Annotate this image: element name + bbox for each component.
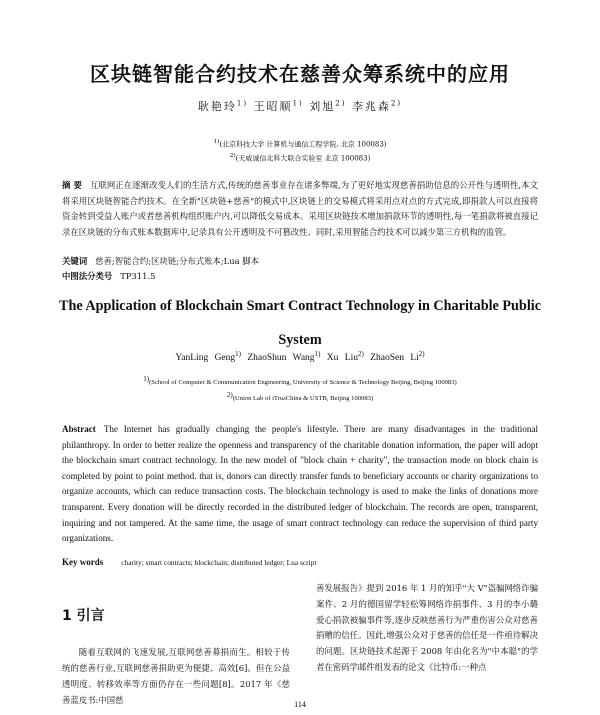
author-name: 李兆森 — [351, 100, 391, 113]
keywords-label: Key words — [62, 557, 104, 567]
english-title: The Application of Blockchain Smart Contract Technology in Charitable Public System — [58, 298, 542, 348]
abstract-text: 互联网正在逐渐改变人们的生活方式,传统的慈善事业存在诸多弊端,为了更好地实现慈善捐助信息的公开性与透明性,本文将采用区块链智能合约技术。在全新"区块链+慈善"的模式中,区块链上的交易模式将采用点对点的方式完成,即捐款人可以直接将资金转到受益人账户或者慈善机构组织账户内,可以降低交易成本。采用区块链技术增加捐款环节的透明性,每一笔捐款将被直接记录在区块链的分布式账本数据库中,记录具有公开透明及不可篡改性、同时,采用智能合约技术可以减少第三方机构的监管。 — [62, 180, 538, 238]
author-name: Xu Liu — [326, 353, 358, 364]
author-name: ZhaoShun Wang — [247, 353, 315, 364]
author-mark: 2) — [335, 99, 347, 108]
author-mark: 1) — [235, 350, 241, 358]
keywords-label: 关键词 — [62, 256, 88, 266]
chinese-affiliation-2 — [0, 153, 600, 163]
page-number: 114 — [294, 700, 306, 709]
affiliation-mark: 2) — [229, 153, 236, 159]
section-heading: 1 引言 — [62, 608, 105, 624]
affiliation-mark: 1) — [213, 139, 220, 145]
author-name: YanLing Geng — [175, 353, 236, 364]
author-mark: 1) — [236, 99, 249, 108]
affiliation-text: (北京科技大学 计算机与通信工程学院, 北京 100083) — [219, 140, 387, 149]
affiliation-mark: 1) — [143, 375, 150, 383]
english-affiliation-1 — [0, 375, 600, 386]
classification-number — [62, 270, 538, 282]
author-name: ZhaoSen Li — [370, 353, 419, 364]
english-keywords — [62, 557, 538, 567]
abstract-label: Abstract — [62, 424, 96, 434]
english-abstract — [62, 422, 538, 547]
keywords-text: charity; smart contracts; blockchain; distributed ledger; Lua script — [121, 558, 317, 567]
affiliation-text: (天威诚信北科大联合实验室 北京 100083) — [235, 154, 371, 163]
chinese-abstract — [62, 178, 538, 241]
author-mark: 2) — [390, 99, 403, 108]
author-mark: 1) — [314, 350, 321, 358]
affiliation-mark: 2) — [226, 391, 233, 399]
chinese-affiliation-1 — [0, 139, 600, 149]
abstract-text: The Internet has gradually changing the people's lifestyle. There are many disadvantages in the traditional philanthropy. In order to better realize the openness and transparency of the charitable donation information, the paper will adopt the blockchain smart contract technology. In the new model of "block chain + charity", the transaction mode on block chain is completed by point to point method. that is, donors can directly transfer funds to beneficiary accounts or charity organizations to organize accounts, which can reduce transaction costs. The blockchain technology is used to make the links of donations more transparent. Every donation will be directly recorded in the distributed ledger of blockchain. The records are open, transparent, inquiring and not tampered. At the same time, the usage of smart contract technology can reduce the supervision of third party organizations. — [62, 424, 538, 544]
author-name: 耿艳玲 — [197, 100, 237, 113]
keywords-text: 慈善;智能合约;区块链;分布式账本;Lua 脚本 — [95, 256, 260, 266]
section-heading-block — [62, 605, 290, 625]
author-mark: 2) — [357, 350, 364, 358]
body-text-right-column: 善发展报告》提到 2016 年 1 月的知乎"大 V"盗骗网络诈骗案件、2 月的德国留学轻松筹网络诈捐事件、3 月的李小璐爱心捐款被骗事件等,逐步反映慈善行为严重伤害公众对慈善捐赠的信任。因此,增强公众对于慈善的信任是一件亟待解决的问题。区块链技术起源于 2008 年由化名为"中本聪"的学者在密码学邮件组发表的论文《比特币:一种点 — [316, 583, 538, 672]
author-mark: 1) — [292, 99, 304, 108]
english-authors — [0, 350, 600, 363]
affiliation-text: (Union Lab of iTrusChina & USTB, Beijing 100083) — [232, 395, 374, 403]
chinese-title: 区块链智能合约技术在慈善众筹系统中的应用 — [90, 62, 510, 86]
affiliation-text: (School of Computer & Communication Engineering, University of Science & Technology Beijing, Beijing 100083) — [149, 379, 457, 387]
author-mark: 2) — [418, 350, 425, 358]
classification-text: TP311.5 — [120, 271, 156, 281]
author-name: 刘旭 — [309, 100, 336, 113]
classification-label: 中图法分类号 — [62, 271, 113, 281]
author-name: 王昭顺 — [253, 100, 293, 113]
chinese-authors — [0, 98, 600, 114]
english-affiliation-2 — [0, 391, 600, 402]
abstract-label: 摘 要 — [62, 180, 82, 190]
body-text-left-column: 随着互联网的飞速发展,互联网慈善募捐而生。相较于传统的慈善行业,互联网慈善捐助更为便捷、高效[6]。但在公益透明度、转移效率等方面仍存在一些问题[8]。2017 年《慈善蓝皮书:中国慈 — [62, 647, 290, 705]
chinese-keywords — [62, 255, 538, 267]
